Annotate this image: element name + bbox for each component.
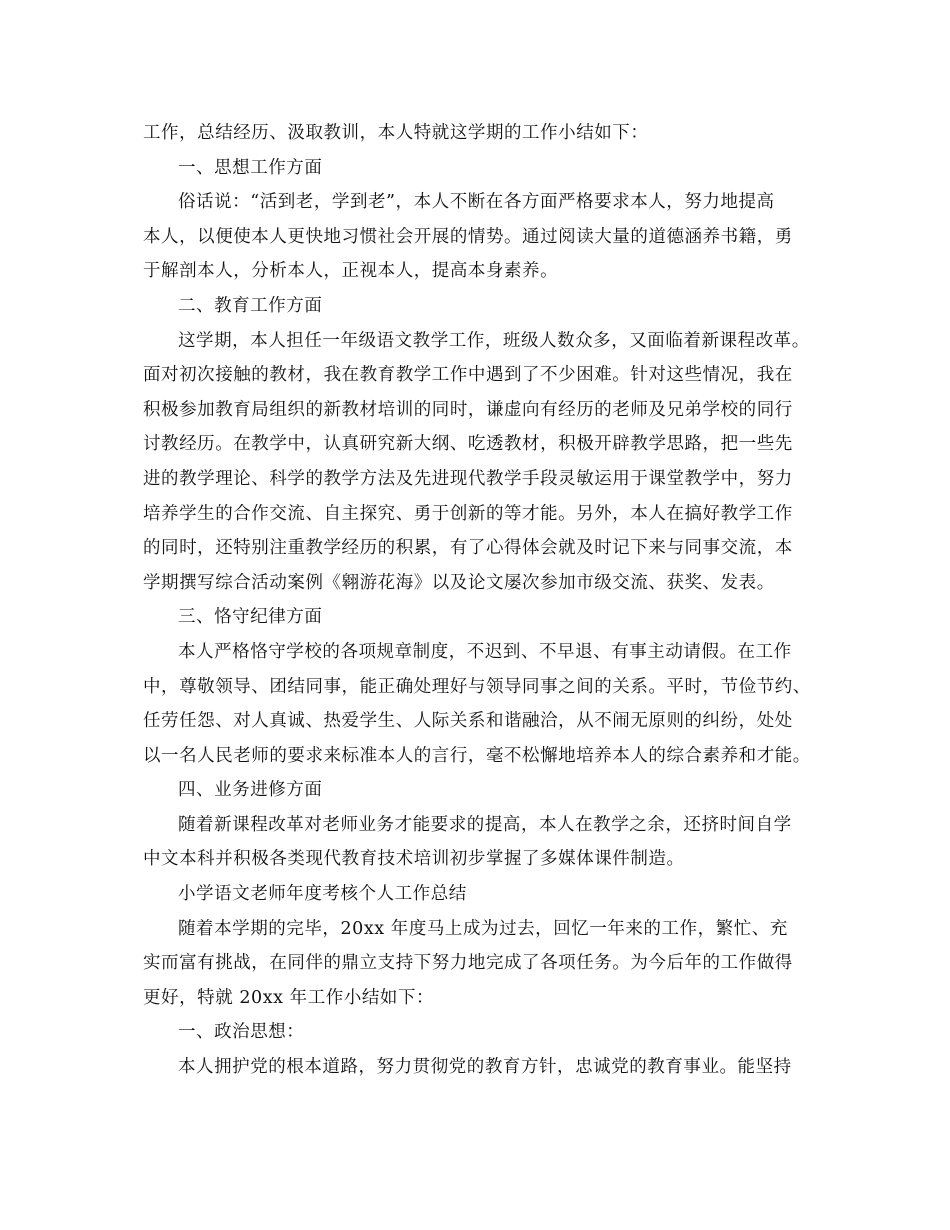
text-line: 中，尊敬领导、团结同事，能正确处理好与领导同事之间的关系。平时，节俭节约、 [143,676,811,697]
text-line: 更好，特就 20xx 年工作小结如下： [143,987,435,1008]
section-heading: 一、政治思想： [178,1022,305,1043]
text-line: 进的教学理论、科学的教学方法及先进现代教学手段灵敏运用于课堂教学中，努力 [143,468,793,489]
text-line: 学期撰写综合活动案例《翱游花海》以及论文屡次参加市级交流、获奖、发表。 [143,572,775,593]
text-line: 实而富有挑战，在同伴的鼎立支持下努力地完成了各项任务。为今后年的工作做得 [143,953,793,974]
section-heading: 三、恪守纪律方面 [178,607,323,628]
text-line: 任劳任怨、对人真诚、热爱学生、人际关系和谐融洽，从不闹无原则的纠纷，处处 [143,711,793,732]
text-line: 面对初次接触的教材，我在教育教学工作中遇到了不少困难。针对这些情况，我在 [143,365,793,386]
text-line: 随着新课程改革对老师业务才能要求的提高，本人在教学之余，还挤时间自学 [178,814,792,835]
text-line: 本人，以便使本人更快地习惯社会开展的情势。通过阅读大量的道德涵养书籍，勇 [143,226,793,247]
text-line: 以一名人民老师的要求来标准本人的言行，毫不松懈地培养本人的综合素养和才能。 [143,745,811,766]
text-line: 本人严格恪守学校的各项规章制度，不迟到、不早退、有事主动请假。在工作 [178,641,792,662]
text-line: 于解剖本人，分析本人，正视本人，提高本身素养。 [143,261,559,282]
text-line: 中文本科并积极各类现代教育技术培训初步掌握了多媒体课件制造。 [143,849,685,870]
section-heading: 二、教育工作方面 [178,295,323,316]
section-heading: 一、思想工作方面 [178,157,323,178]
text-line: 俗话说：“活到老，学到老”，本人不断在各方面严格要求本人，努力地提高 [178,192,775,213]
document-body [143,116,823,1085]
text-line: 讨教经历。在教学中，认真研究新大纲、吃透教材，积极开辟教学思路，把一些先 [143,434,793,455]
section-heading: 四、业务进修方面 [178,780,323,801]
text-line: 随着本学期的完毕，20xx 年度马上成为过去，回忆一年来的工作，繁忙、充 [178,918,788,939]
text-line: 的同时，还特别注重教学经历的积累，有了心得体会就及时记下来与同事交流，本 [143,538,793,559]
text-line: 工作，总结经历、汲取教训，本人特就这学期的工作小结如下： [143,123,649,143]
document-title: 小学语文老师年度考核个人工作总结 [178,884,467,905]
text-line: 培养学生的合作交流、自主探究、勇于创新的等才能。另外，本人在搞好教学工作 [143,503,793,524]
text-line: 本人拥护党的根本道路，努力贯彻党的教育方针，忠诚党的教育事业。能坚持 [178,1057,792,1078]
text-line: 这学期，本人担任一年级语文教学工作，班级人数众多，又面临着新课程改革。 [178,330,810,351]
text-line: 积极参加教育局组织的新教材培训的同时，谦虚向有经历的老师及兄弟学校的同行 [143,399,793,420]
